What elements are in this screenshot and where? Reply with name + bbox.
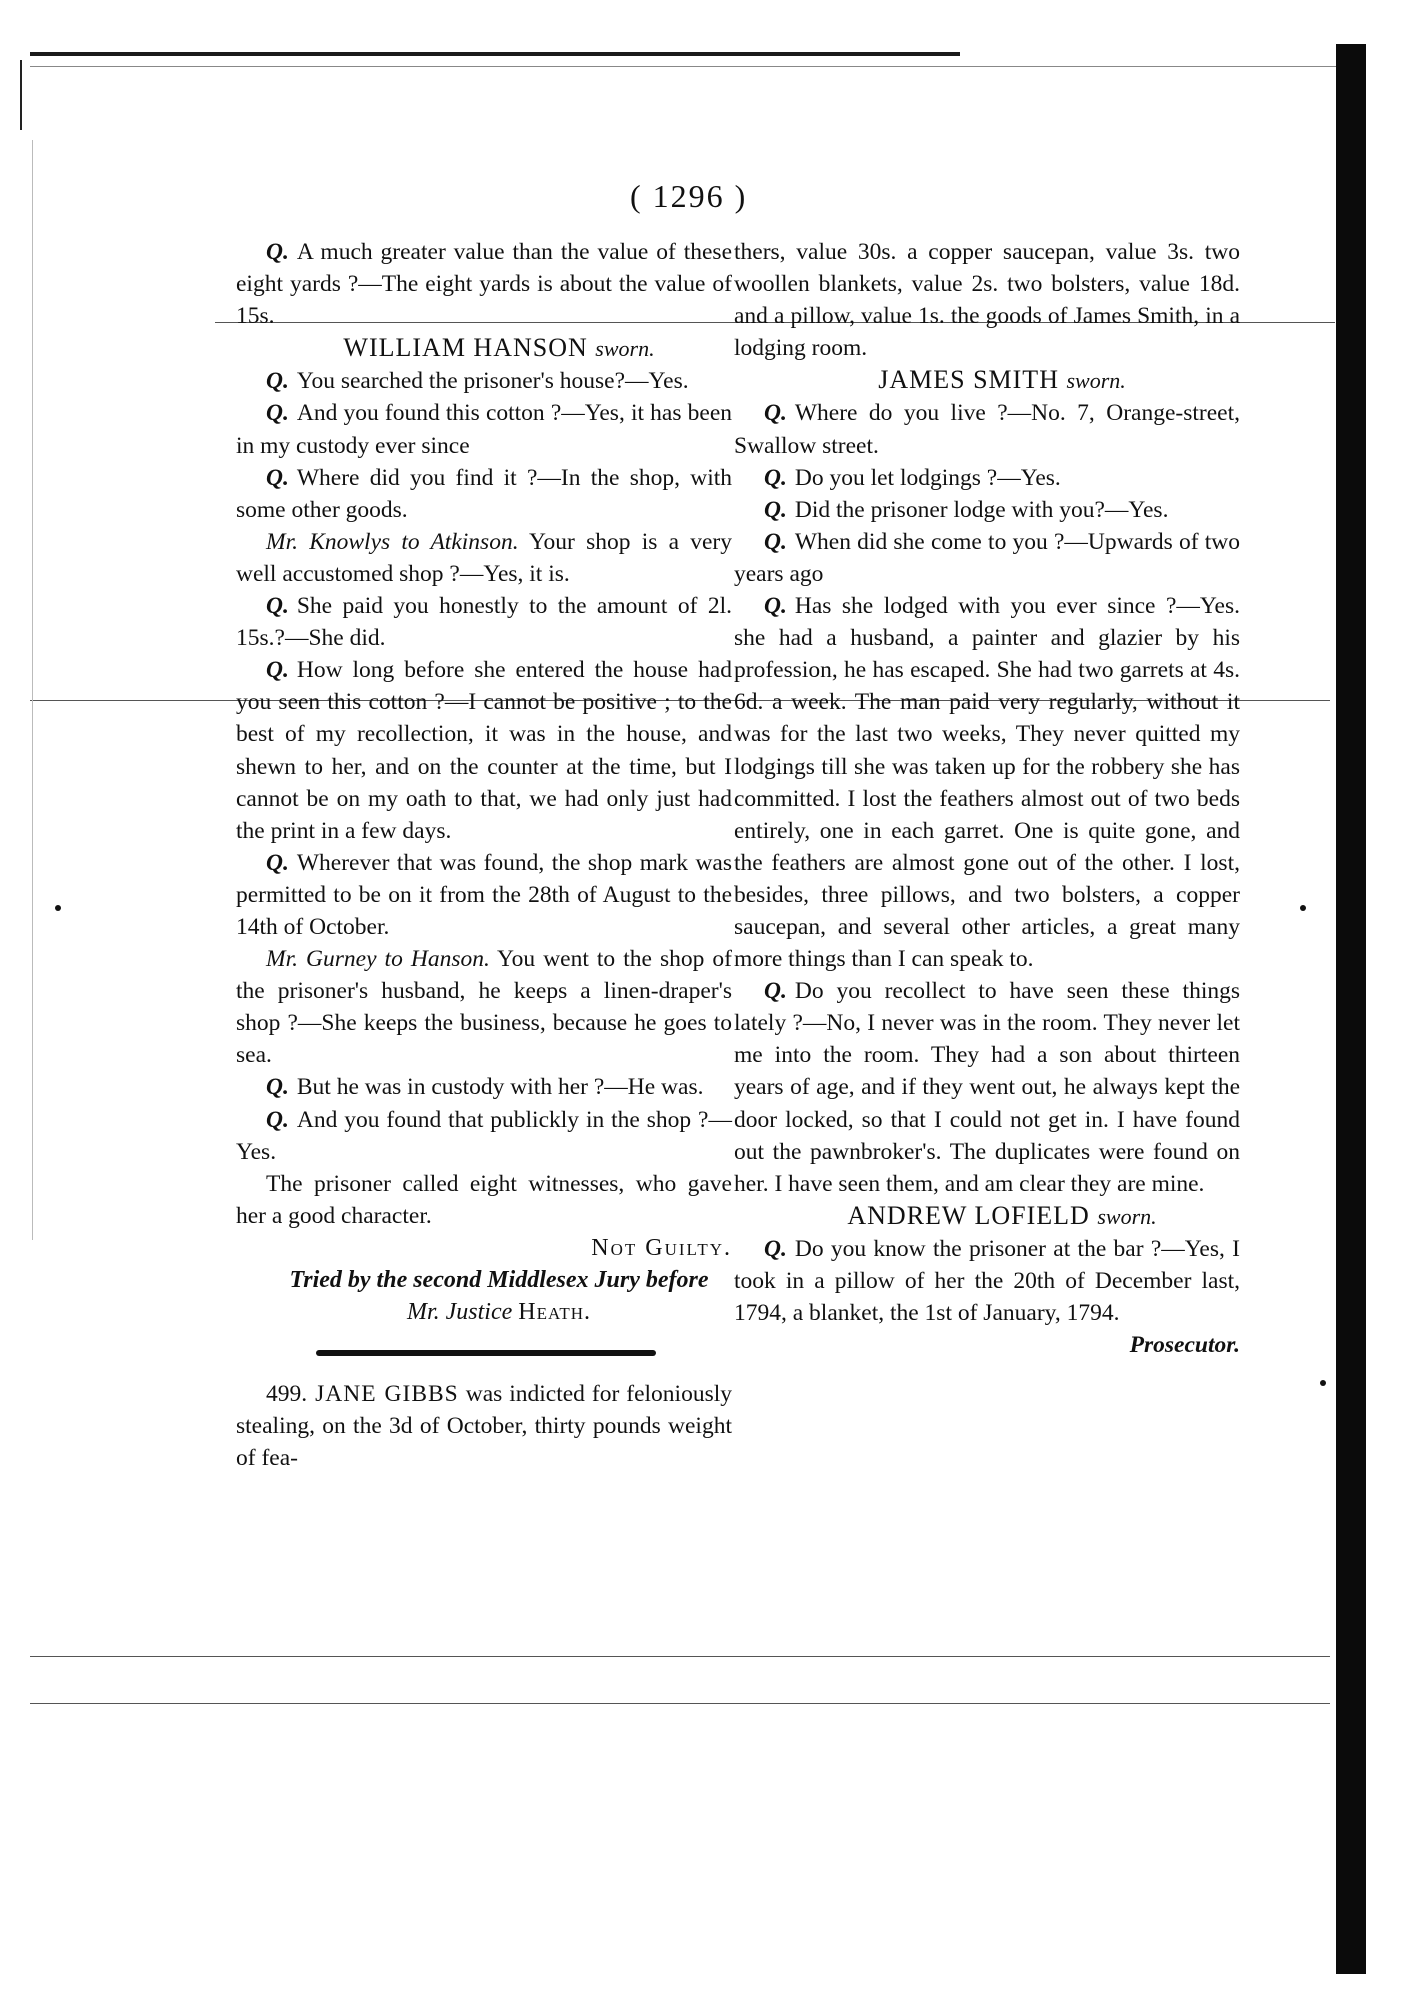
judge-line: Mr. Justice Heath. — [406, 1299, 592, 1326]
paragraph: Q. And you found that publickly in the shop ?—Yes. — [236, 1106, 732, 1165]
paragraph: Q. Do you let lodgings ?—Yes. — [764, 464, 1061, 491]
right-column — [734, 236, 1240, 1361]
paragraph: Q. Do you recollect to have seen these things lately ?—No, I never was in the room. They never let me into the room. They had a son about thirteen years of age, and if they went out, he always kept the door locked, so that I could not get in. I have found out the pawnbroker's. The duplicates were found on her. I have seen them, and am clear they are mine. — [734, 978, 1240, 1197]
section-separator — [316, 1350, 656, 1356]
witness-heading: ANDREW LOFIELD sworn. — [847, 1200, 1157, 1230]
jury-line: Tried by the second Middlesex Jury before — [289, 1267, 709, 1293]
scan-line-4 — [30, 1703, 1330, 1704]
scan-edge-tick-2 — [32, 140, 33, 1240]
scan-line-top-2 — [30, 66, 1340, 67]
scan-line-3 — [30, 1656, 1330, 1657]
case-opening: 499. JANE GIBBS was indicted for feloniously stealing, on the 3d of October, thirty pounds weight of fea- — [236, 1381, 732, 1472]
paragraph: Q. Where do you live ?—No. 7, Orange-street, Swallow street. — [734, 400, 1240, 459]
paragraph: Q. And you found this cotton ?—Yes, it has been in my custody ever since — [236, 400, 732, 459]
paragraph: Q. Has she lodged with you ever since ?—Yes. she had a husband, a painter and glazier by his profession, he has escaped. She had two garrets at 4s. 6d. a week. The man paid very regularly, without it was for the last two weeks, They never quitted my lodgings till she was taken up for the robbery she has committed. I lost the feathers almost out of two beds entirely, one in each garret. One is quite gone, and the feathers are almost gone out of the other. I lost, besides, three pillows, and two bolsters, a copper saucepan, and several other articles, a great many more things than I can speak to. — [734, 593, 1240, 973]
paragraph: The prisoner called eight witnesses, who gave her a good character. — [236, 1170, 732, 1229]
paragraph: Q. Do you know the prisoner at the bar ?—Yes, I took in a pillow of her the 20th of December last, 1794, a blanket, the 1st of January, 1794. — [734, 1235, 1240, 1327]
scan-speck-3 — [55, 905, 61, 911]
paragraph: thers, value 30s. a copper saucepan, value 3s. two woollen blankets, value 2s. two bolsters, value 18d. and a pillow, value 1s. the goods of James Smith, in a lodging room. — [734, 239, 1240, 362]
page-number: ( 1296 ) — [630, 178, 748, 214]
paragraph: Q. But he was in custody with her ?—He was. — [266, 1074, 704, 1101]
paragraph: Mr. Gurney to Hanson. You went to the shop of the prisoner's husband, he keeps a linen-draper's shop ?—She keeps the business, because he goes to sea. — [236, 946, 732, 1069]
witness-heading: JAMES SMITH sworn. — [878, 365, 1126, 395]
paragraph: Q. Wherever that was found, the shop mark was permitted to be on it from the 28th of August to the 14th of October. — [236, 849, 732, 940]
paragraph: Q. You searched the prisoner's house?—Yes. — [266, 368, 689, 395]
witness-heading: WILLIAM HANSON sworn. — [343, 333, 655, 363]
left-column — [236, 236, 732, 1474]
paragraph: Q. She paid you honestly to the amount of 2l. 15s.?—She did. — [236, 593, 732, 652]
paragraph: Q. How long before she entered the house had you seen this cotton ?—I cannot be positive ; to the best of my recollection, it was in the house, and shewn to her, and on the counter at the time, but I cannot be on my oath to that, we had only just had the print in a few days. — [236, 657, 732, 844]
paragraph: Q. A much greater value than the value of these eight yards ?—The eight yards is about the value of 15s. — [236, 239, 732, 330]
scan-line-top — [30, 52, 960, 56]
question-mark: Q. — [266, 239, 289, 265]
paragraph: Q. Did the prisoner lodge with you?—Yes. — [764, 496, 1169, 523]
paragraph: Q. Where did you find it ?—In the shop, with some other goods. — [236, 464, 732, 523]
scan-speck-2 — [1320, 1380, 1326, 1386]
scan-edge-bar — [1336, 44, 1366, 1974]
prosecutor-label: Prosecutor. — [1129, 1332, 1240, 1359]
paragraph: Mr. Knowlys to Atkinson. Your shop is a very well accustomed shop ?—Yes, it is. — [236, 528, 733, 587]
paragraph: Q. When did she come to you ?—Upwards of two years ago — [734, 528, 1240, 587]
scan-edge-tick — [20, 60, 22, 130]
verdict: Not Guilty. — [591, 1234, 732, 1261]
scan-speck — [1300, 905, 1306, 911]
